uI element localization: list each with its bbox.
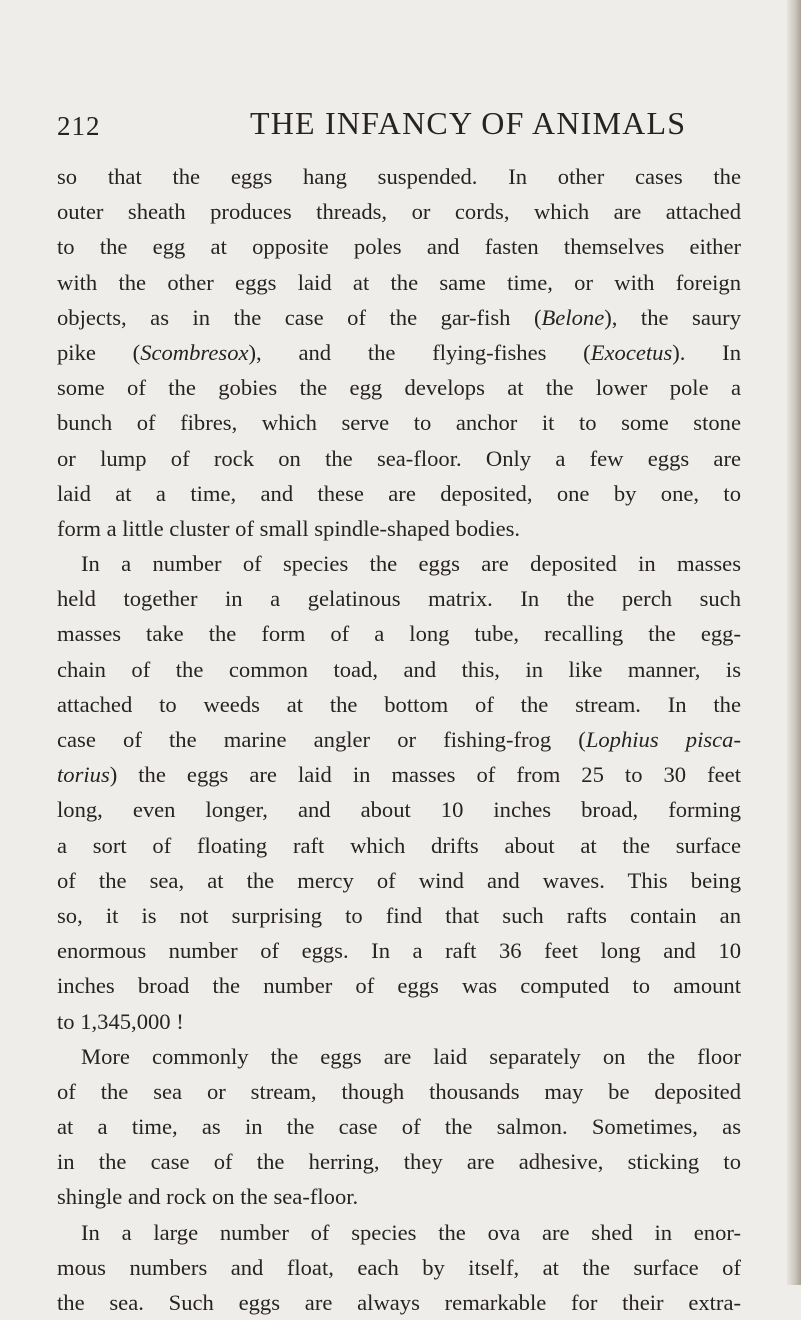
text-line: shingle and rock on the sea-floor.: [57, 1184, 359, 1210]
text-segment: ), and the flying-fishes (: [248, 339, 591, 365]
italic-term: Belone: [541, 304, 605, 330]
text-segment: pike (: [57, 339, 141, 365]
text-line: laid at a time, and these are deposited, one by one, to: [57, 480, 741, 506]
text-line: [57, 335, 741, 370]
text-line: enormous number of eggs. In a raft 36 feet long and 10: [57, 938, 741, 964]
page-number: 212: [57, 111, 101, 141]
page-edge: [787, 0, 801, 1285]
text-line: of the sea, at the mercy of wind and waves. This being: [57, 867, 741, 893]
text-line: to 1,345,000 !: [57, 1008, 184, 1034]
text-line: of the sea or stream, though thousands may be deposited: [57, 1078, 741, 1104]
text-line: the sea. Such eggs are always remarkable for their extra-: [57, 1290, 741, 1315]
text-line: long, even longer, and about 10 inches broad, forming: [57, 797, 741, 823]
text-line: bunch of fibres, which serve to anchor it to some stone: [57, 410, 741, 436]
text-line: outer sheath produces threads, or cords, which are attached: [57, 199, 741, 225]
text-line: [57, 757, 741, 792]
text-line: held together in a gelatinous matrix. In the perch such: [57, 586, 741, 612]
text-line: to the egg at opposite poles and fasten themselves either: [57, 234, 741, 260]
text-line: at a time, as in the case of the salmon. Sometimes, as: [57, 1114, 741, 1140]
text-line: attached to weeds at the bottom of the stream. In the: [57, 691, 741, 717]
italic-term: Scombresox: [140, 339, 249, 365]
italic-term: Exocetus: [590, 339, 673, 365]
text-segment: ). In: [672, 339, 741, 365]
body-text: [57, 159, 741, 1320]
text-line: [57, 722, 741, 757]
text-line: in the case of the herring, they are adhesive, sticking to: [57, 1149, 741, 1175]
text-segment: ), the saury: [604, 304, 741, 330]
text-line: mous numbers and float, each by itself, at the surface of: [57, 1254, 741, 1280]
italic-term: torius: [57, 762, 110, 788]
text-line: with the other eggs laid at the same time, or with foreign: [57, 269, 741, 295]
text-line: chain of the common toad, and this, in like manner, is: [57, 656, 741, 682]
text-line: form a little cluster of small spindle-shaped bodies.: [57, 515, 521, 541]
text-line: [57, 300, 741, 335]
italic-term: Lophius pisca-: [585, 727, 741, 752]
running-head: THE INFANCY OF ANIMALS: [250, 105, 687, 141]
text-line: In a large number of species the ova are shed in enor-: [81, 1219, 741, 1245]
text-line: so that the eggs hang suspended. In other cases the: [57, 164, 741, 189]
text-line: so, it is not surprising to find that such rafts contain an: [57, 902, 741, 928]
text-segment: ) the eggs are laid in masses of from 25 to 30 feet: [109, 762, 741, 788]
text-line: a sort of floating raft which drifts about at the surface: [57, 832, 741, 858]
text-line: More commonly the eggs are laid separately on the floor: [81, 1043, 741, 1069]
page-header: [0, 105, 801, 145]
text-line: inches broad the number of eggs was computed to amount: [57, 973, 741, 999]
text-segment: objects, as in the case of the gar-fish (: [57, 304, 542, 330]
text-line: or lump of rock on the sea-floor. Only a few eggs are: [57, 445, 741, 471]
text-line: In a number of species the eggs are deposited in masses: [81, 551, 741, 577]
text-line: some of the gobies the egg develops at the lower pole a: [57, 375, 741, 401]
text-segment: case of the marine angler or fishing-frog (: [57, 727, 586, 752]
text-line: masses take the form of a long tube, recalling the egg-: [57, 621, 741, 647]
